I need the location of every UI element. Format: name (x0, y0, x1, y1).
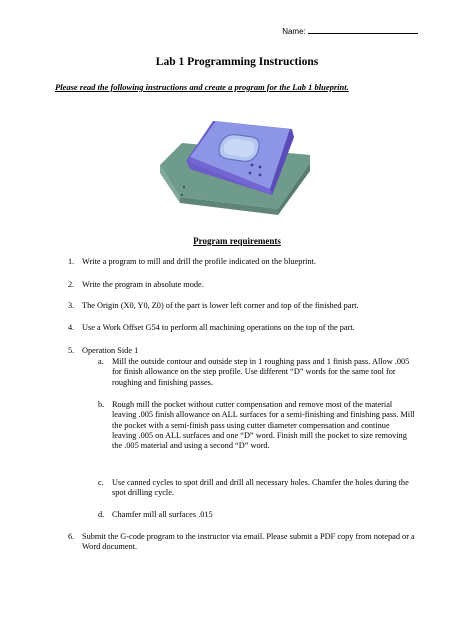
sub-item (98, 400, 416, 451)
item-text: Use a Work Offset G54 to perform all machining operations on the top of the part. (82, 323, 355, 332)
name-label: Name: (282, 27, 306, 36)
item-number: 1. (68, 257, 75, 266)
sub-item-letter: a. (98, 357, 104, 366)
sub-item-text: Mill the outside contour and outside step in 1 roughing pass and 1 finish pass. Allow .005 for finish allowance on the step profile. Use different “D” words for the same tool for roughing and finishing passes. (112, 357, 410, 387)
item-text: Write the program in absolute mode. (82, 280, 204, 289)
sub-item-letter: b. (98, 400, 105, 409)
part-hole (259, 174, 262, 177)
item-number: 3. (68, 301, 75, 310)
document-subtitle: Please read the following instructions and create a program for the Lab 1 blueprint. (55, 82, 349, 92)
part-hole (181, 194, 183, 196)
part-rendering-image (160, 103, 310, 218)
section-heading: Program requirements (193, 236, 281, 246)
item-text: Operation Side 1 (82, 346, 139, 355)
part-pocket-inner (224, 139, 255, 157)
item-number: 2. (68, 280, 75, 289)
part-hole (251, 164, 254, 167)
item-number: 5. (68, 346, 75, 355)
part-hole (249, 172, 252, 175)
sub-item (98, 510, 416, 520)
part-hole (183, 186, 185, 188)
sub-item-text: Rough mill the pocket without cutter compensation and remove most of the material leaving .005 finish allowance on ALL surfaces for a semi-finishing and finishing pass. Mill the pocket with a semi-finish pass using cutter diameter compensation and continue leaving .005 on ALL surfaces and one “D” word. Finish mill the pocket to size removing the .005 material and using a second “D” word. (112, 400, 415, 451)
item-number: 6. (68, 532, 75, 541)
requirement-item (68, 532, 418, 553)
item-text: Write a program to mill and drill the profile indicated on the blueprint. (82, 257, 316, 266)
sub-item-text: Use canned cycles to spot drill and drill all necessary holes. Chamfer the holes during the spot drilling cycle. (112, 478, 409, 498)
requirement-item (68, 323, 418, 333)
requirement-item (68, 280, 418, 290)
name-blank-line (308, 26, 418, 34)
sub-item-letter: d. (98, 510, 105, 519)
sub-item-letter: c. (98, 478, 104, 487)
sub-item-text: Chamfer mill all surfaces .015 (112, 510, 213, 519)
requirement-item (68, 257, 418, 267)
document-title: Lab 1 Programming Instructions (155, 56, 319, 68)
item-text: The Origin (X0, Y0, Z0) of the part is lower left corner and top of the finished part. (82, 301, 359, 310)
part-hole (259, 166, 262, 169)
requirement-item (68, 301, 418, 311)
item-number: 4. (68, 323, 75, 332)
sub-item (98, 357, 416, 388)
item-text: Submit the G-code program to the instructor via email. Please submit a PDF copy from notepad or a Word document. (82, 532, 415, 552)
name-field (282, 26, 418, 36)
requirement-item (68, 346, 418, 356)
sub-item (98, 478, 416, 499)
